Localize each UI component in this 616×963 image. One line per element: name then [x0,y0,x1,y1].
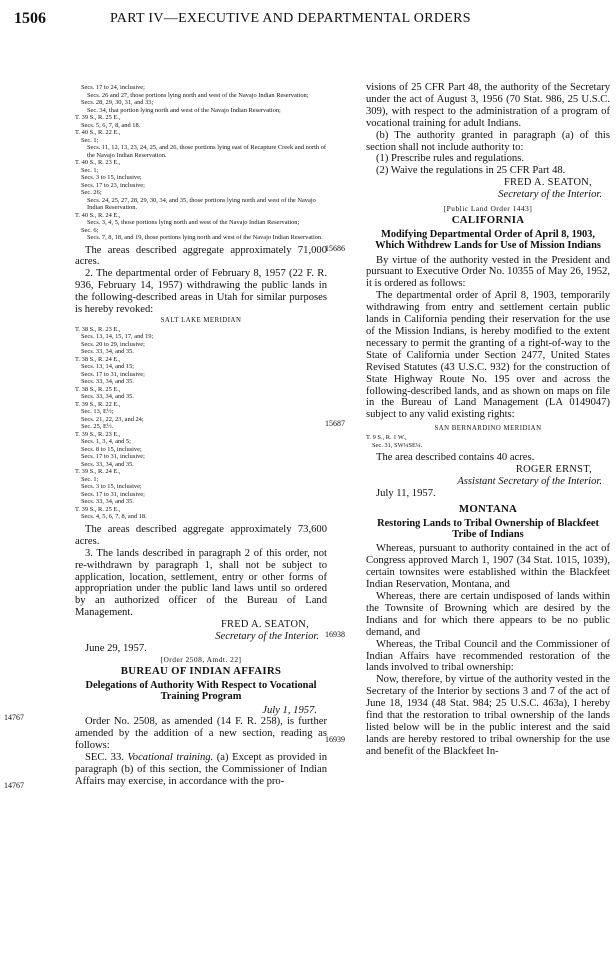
list-item: Secs. 3 to 15, inclusive; [81,483,142,491]
paragraph: 3. The lands described in paragraph 2 of this order, not re-withdrawn by paragraph 1, shall not be subject to application, location, settlement, entry or other forms of appropriation under the public land laws until so ordered by an authorized officer of the Bureau of Land Management. [75,547,327,619]
list-item: Sec. 1; [81,166,99,174]
list-item: Sec. 25, E½. [81,423,114,431]
list-item: Secs. 17 to 23, inclusive; [81,181,145,189]
signature-title: Secretary of the Interior. [498,188,602,200]
margin-note: 14767 [4,713,24,722]
list-item: Secs. 7, 8, 18, and 19, those portions lying north and west of the Navajo Indian Reservation. [87,234,323,241]
paragraph: (b) The authority granted in paragraph (a) of this section shall not include authority to: [366,129,610,153]
paragraph: The area described contains 40 acres. [376,452,535,464]
section-heading: BUREAU OF INDIAN AFFAIRS [120,664,282,677]
margin-note: 15686 [325,244,345,253]
list-item: Secs. 4, 5, 6, 7, 8, and 18. [81,513,147,521]
list-item: Sec. 6; [81,226,99,234]
tract-section: Sec. 31, SW¼SE¼. [372,441,423,449]
list-item: Secs. 1, 3, 4, and 5; [81,438,131,446]
township-list-2 [75,326,327,521]
paragraph: Order No. 2508, as amended (14 F. R. 258), is further amended by the addition of a new section, reading as follows: [75,716,327,752]
signature-name: FRED A. SEATON, [220,619,309,631]
paragraph: (1) Prescribe rules and regulations. [376,153,524,165]
list-item: Secs. 3, 4, 5, those portions lying north and west of the Navajo Indian Reservation; [87,219,300,226]
paragraph: The areas described aggregate approximately 71,000 acres. [75,244,327,268]
list-item: Secs. 33, 34, and 35. [81,498,134,506]
paragraph: By virtue of the authority vested in the President and pursuant to Executive Order No. 10355 of May 26, 1952, it is ordered as follows: [366,254,610,290]
paragraph: Whereas, the Tribal Council and the Commissioner of Indian Affairs have recommended restoration of the lands involved to tribal ownership: [366,638,610,674]
paragraph: (2) Waive the regulations in 25 CFR Part 48. [376,165,566,177]
section-number: SEC. 33. [85,752,128,764]
list-item: T. 40 S., R. 24 E., [75,211,121,219]
list-item: Secs. 17 to 31, inclusive; [81,490,145,498]
list-item: Secs. 13, 14, 15, 17, and 19; [81,333,154,341]
list-item: Secs. 21, 22, 23, and 24; [81,415,144,423]
order-reference: [Public Land Order 1443] [443,203,533,213]
list-item: Secs. 24, 25, 27, 28, 29, 30, 34, and 35, those portions lying north and west of the Navajo Indian Reservation. [87,196,316,211]
list-item: T. 39 S., R. 22 E., [75,400,121,408]
signature-title: Assistant Secretary of the Interior. [457,475,602,487]
state-heading: MONTANA [458,502,518,515]
list-item: Secs. 3 to 15, inclusive; [81,174,142,181]
list-item: Sec. 13, E½; [81,408,114,416]
page-number: 1506 [14,10,46,27]
signature-date: July 11, 1957. [376,487,436,499]
list-item: Secs. 33, 34, and 35. [81,393,134,401]
list-item: Secs. 17 to 31, inclusive; [81,453,145,461]
list-item: Sec. 34, that portion lying north and west of the Navajo Indian Reservation; [87,106,281,114]
signature-name: FRED A. SEATON, [503,177,592,189]
list-item: Secs. 5, 6, 7, 8, and 18. [81,121,141,129]
left-column [75,84,327,788]
paragraph: The departmental order of April 8, 1903, temporarily withdrawing from entry and settlement certain public lands in California pending their reservation for the use of the Mission Indians, is hereby modified to the extent necessary to permit the granting of a right-of-way to the State of California under Section 2477, United States Revised Statutes (43 U.S.C. 932) for the construction of State Highway Route No. 195 over and across the following-described lands, and as shown on maps on file in the Bureau of Land Management (LA 0149047) subject to any valid existing rights: [366,290,610,421]
running-header [14,10,602,28]
list-item: Secs. 17 to 31, inclusive; [81,370,145,378]
list-item: Secs. 33, 34, and 35. [81,348,134,356]
order-reference: [Order 2508, Amdt. 22] [160,654,242,664]
subheading: Modifying Departmental Order of April 8, 1903, Which Withdrew Lands for Use of Mission Indians [375,228,601,252]
paragraph: 2. The departmental order of February 8, 1957 (22 F. R. 936, February 14, 1957) withdrawing the public lands in the following-described areas in Utah for similar purposes is hereby revoked: [75,268,327,316]
signature-date: June 29, 1957. [85,642,147,654]
list-item: Secs. 13, 14, and 15; [81,363,135,371]
list-item: Secs. 33, 34, and 35. [81,378,134,386]
list-item: Secs. 8 to 15, inclusive; [81,445,142,453]
tract-township: T. 9 S., R. 1 W., [366,434,407,442]
margin-note: 15687 [325,419,345,428]
section-caption: Vocational training. [127,752,214,764]
list-item: Sec. 1; [81,136,99,144]
list-item: Secs. 28, 29, 30, 31, and 33; [81,99,154,106]
township-list-1 [75,84,327,242]
paragraph: Whereas, there are certain undisposed of lands within the Townsite of Browning which are desired by the Indians and for which there appears to be no public demand, and [366,591,610,638]
list-item: T. 39 S., R. 25 E., [75,505,121,513]
list-item: Sec. 1; [81,475,99,483]
list-item: Secs. 26 and 27, those portions lying north and west of the Navajo Indian Reservation; [87,91,309,99]
paragraph: Now, therefore, by virtue of the authority vested in the Secretary of the Interior by sections 3 and 7 of the act of June 18, 1934 (48 Stat. 984; 25 U.S.C. 463a), I hereby find that the restoration to tribal ownership of the lands listed below will be in the public interest and the said lands are hereby restored to tribal ownership for the use and benefit of the Blackfeet In- [366,674,610,757]
list-item: T. 39 S., R. 24 E., [75,468,121,476]
list-item: T. 38 S., R. 23 E., [75,325,121,333]
state-heading: CALIFORNIA [451,213,525,226]
list-item: T. 40 S., R. 23 E., [75,159,121,166]
list-item: Secs. 17 to 24, inclusive; [81,84,145,91]
list-item: T. 39 S., R. 23 E., [75,430,121,438]
paragraph: The areas described aggregate approximately 73,600 acres. [75,523,327,547]
signature-name: ROGER ERNST, [515,464,592,476]
page-title: PART IV—EXECUTIVE AND DEPARTMENTAL ORDERS [110,11,471,26]
meridian-heading: SAN BERNARDINO MERIDIAN [434,425,542,433]
subheading: Delegations of Authority With Respect to Vocational Training Program [85,679,317,702]
margin-note: 16939 [325,735,345,744]
signature-title: Secretary of the Interior. [215,630,319,642]
list-item: Sec. 26; [81,189,102,196]
list-item: T. 39 S., R. 25 E., [75,114,121,121]
order-date: July 1, 1957. [262,705,317,717]
list-item: Secs. 33, 34, and 35. [81,460,134,468]
subheading: Restoring Lands to Tribal Ownership of Blackfeet Tribe of Indians [377,517,599,540]
list-item: T. 40 S., R. 22 E., [75,129,121,136]
list-item: Secs. 11, 12, 13, 23, 24, 25, and 26, those portions lying east of Recapture Creek and north of the Navajo Indian Reservation. [87,144,327,159]
paragraph [75,752,327,788]
paragraph: visions of 25 CFR Part 48, the authority of the Secretary under the act of August 3, 1956 (70 Stat. 986, 25 U.S.C. 309), with respect to the administration of a program of vocational training for adult Indians. [366,82,610,129]
meridian-heading: SALT LAKE MERIDIAN [160,316,242,324]
paragraph: Whereas, pursuant to authority contained in the act of Congress approved March 1, 1907 (34 Stat. 1015, 1039), certain townsites were established within the Blackfeet Indian Reservation, Montana, and [366,543,610,591]
margin-note: 16938 [325,630,345,639]
right-column [366,82,610,758]
list-item: Secs. 20 to 29, inclusive; [81,340,145,348]
section-text: (a) Except as provided in paragraph (b) of this section, the Commissioner of Indian Affairs may exercise, in accordance with the pro- [75,752,327,787]
list-item: T. 38 S., R. 24 E., [75,355,121,363]
list-item: T. 38 S., R. 25 E., [75,385,121,393]
margin-note: 14767 [4,781,24,790]
